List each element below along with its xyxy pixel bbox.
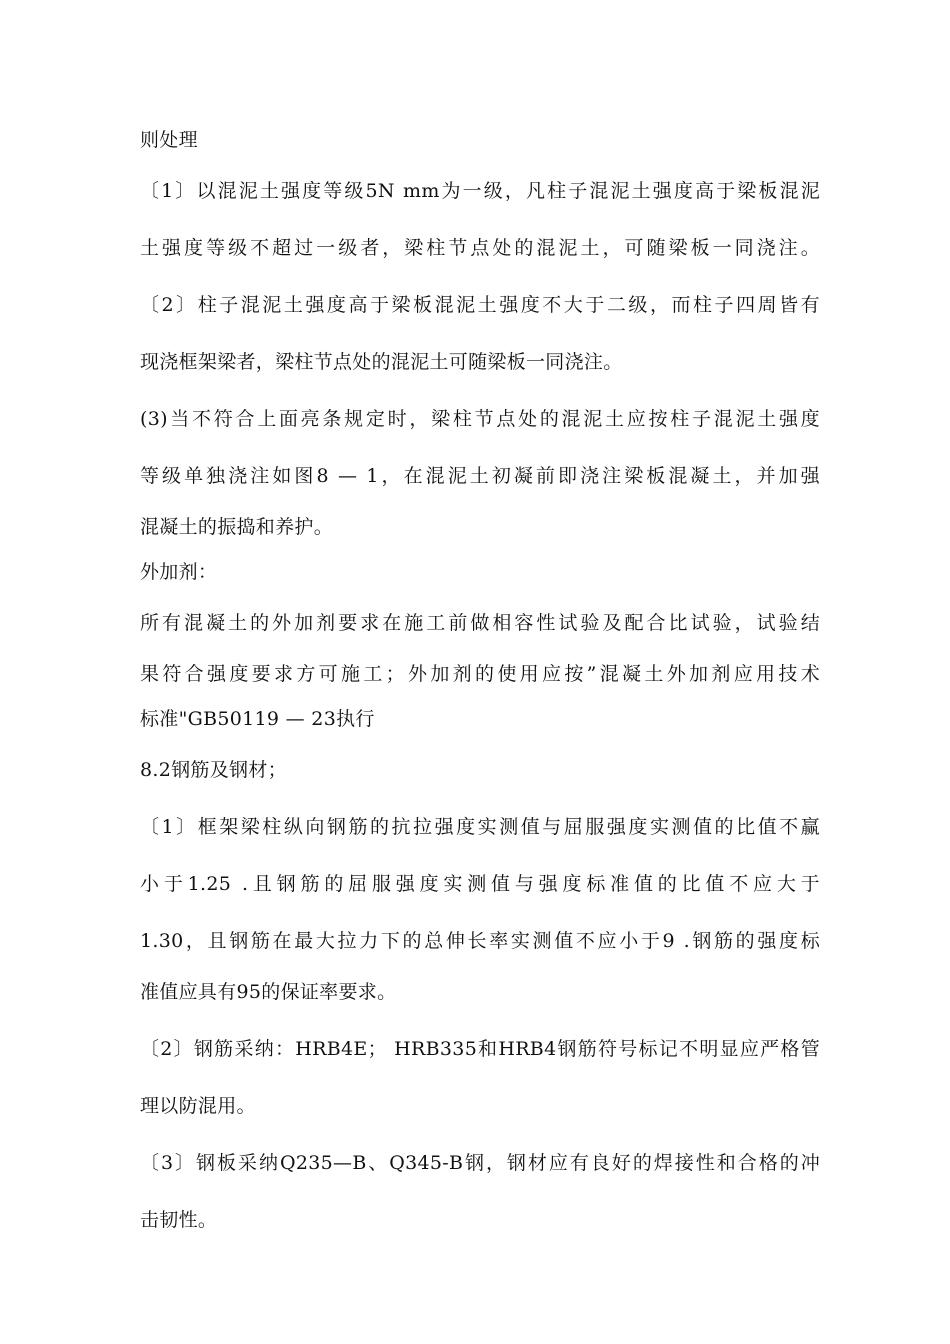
document-body	[140, 120, 820, 1240]
text-line: 〔1〕以混泥土强度等级5N mm为一级，凡柱子混泥土强度高于梁板混泥	[140, 180, 820, 202]
text-line: 等级单独浇注如图8 — 1，在混泥土初凝前即浇注梁板混凝土，并加强	[140, 465, 820, 487]
text-line: 〔1〕框架梁柱纵向钢筋的抗拉强度实测值与屈服强度实测值的比值不赢	[140, 816, 820, 838]
text-line: 现浇框架梁者，梁柱节点处的混泥土可随梁板一同浇注。	[140, 351, 623, 373]
text-line: 土强度等级不超过一级者，梁柱节点处的混泥土，可随梁板一同浇注。	[140, 237, 820, 259]
text-line: 混凝土的振捣和养护。	[140, 516, 334, 538]
text-line: 1.30，且钢筋在最大拉力下的总伸长率实测值不应小于9 .钢筋的强度标	[140, 930, 820, 952]
text-line: 〔3〕钢板采纳Q235—B、Q345-B钢，钢材应有良好的焊接性和合格的冲	[140, 1152, 820, 1174]
text-line: 击韧性。	[140, 1209, 218, 1231]
text-line: 〔2〕钢筋采纳：HRB4E； HRB335和HRB4钢筋符号标记不明显应严格管	[140, 1038, 820, 1060]
text-line: (3)当不符合上面亮条规定时，梁柱节点处的混泥土应按柱子混泥土强度	[140, 408, 820, 430]
text-line: 则处理	[140, 129, 198, 151]
text-line: 〔2〕柱子混泥土强度高于梁板混泥土强度不大于二级，而柱子四周皆有	[140, 294, 820, 316]
text-line: 外加剂：	[140, 561, 218, 583]
text-line: 理以防混用。	[140, 1095, 256, 1117]
text-line: 果符合强度要求方可施工；外加剂的使用应按”混凝土外加剂应用技术	[140, 663, 820, 685]
text-line: 标准"GB50119 — 23执行	[140, 708, 375, 730]
text-line: 小于1.25 .且钢筋的屈服强度实测值与强度标准值的比值不应大于	[140, 873, 820, 895]
section-heading: 8.2钢筋及钢材；	[140, 759, 287, 781]
text-line: 所有混凝土的外加剂要求在施工前做相容性试验及配合比试验，试验结	[140, 612, 820, 634]
text-line: 准值应具有95的保证率要求。	[140, 981, 397, 1003]
